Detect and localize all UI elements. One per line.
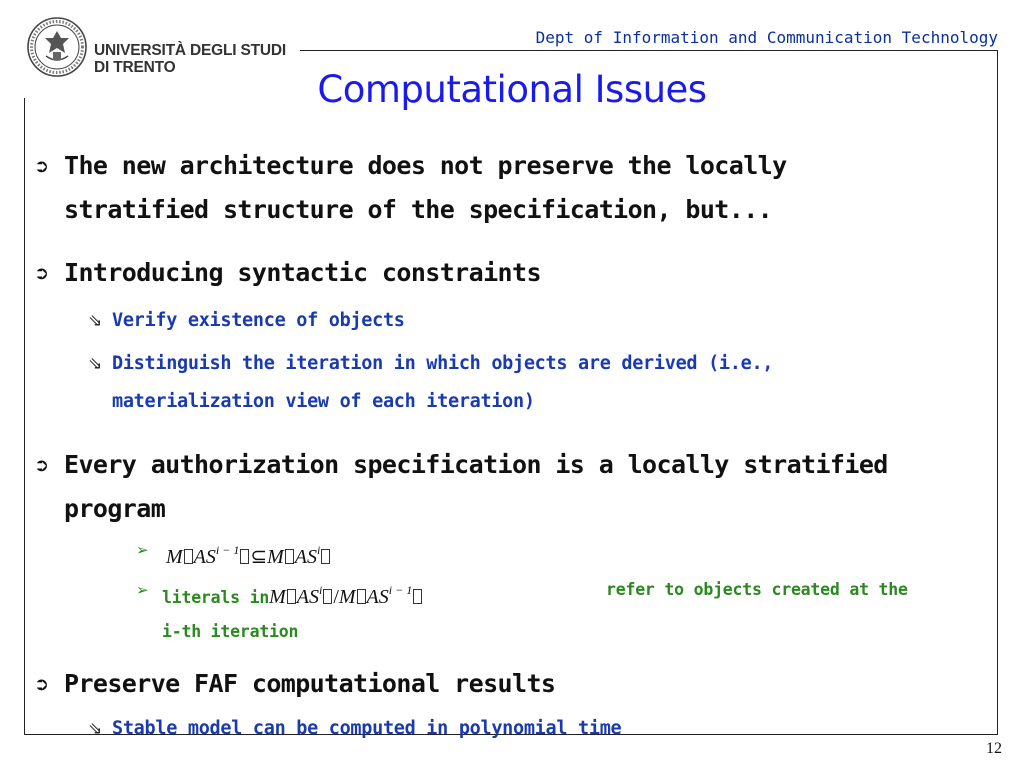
- formula-m: M: [338, 586, 356, 608]
- circled-arrow-icon: ➲: [34, 263, 49, 284]
- formula-superscript: i: [316, 543, 321, 557]
- missing-glyph: [285, 549, 294, 564]
- bullet-2-sub-1-text: Verify existence of objects: [112, 310, 405, 331]
- circled-arrow-icon: ➲: [34, 156, 49, 177]
- missing-glyph: [321, 549, 330, 564]
- bullet-1-line2: stratified structure of the specification, but...: [64, 195, 773, 224]
- university-name-line2: DI TRENTO: [94, 59, 176, 76]
- hollow-arrow-icon: ⇘: [88, 719, 102, 739]
- circled-arrow-icon: ➲: [34, 455, 49, 476]
- bullet-2-sub-1: [88, 302, 405, 340]
- literals-prefix: literals in: [162, 588, 270, 607]
- triangle-arrow-icon: ➢: [136, 581, 149, 599]
- bullet-4: [34, 662, 555, 706]
- formula-relation: ⊆: [250, 546, 268, 568]
- formula-m: M: [267, 546, 284, 568]
- circled-arrow-icon: ➲: [34, 674, 49, 695]
- formula-as: AS: [366, 586, 389, 608]
- formula-m: M: [269, 586, 286, 608]
- literals-suffix: refer to objects created at the: [606, 580, 908, 599]
- department-header: Dept of Information and Communication Technology: [535, 28, 998, 47]
- formula-superscript: i: [318, 583, 323, 597]
- formula-as: AS: [296, 586, 319, 608]
- missing-glyph: [287, 589, 296, 604]
- literals-line2: i-th iteration: [162, 622, 299, 641]
- missing-glyph: [240, 549, 249, 564]
- page-number: 12: [986, 740, 1002, 757]
- formula-as: AS: [193, 546, 216, 568]
- bullet-3-sub-2: [136, 573, 966, 649]
- header-rule: [300, 50, 998, 51]
- bullet-2-sub-2: [88, 345, 773, 421]
- missing-glyph: [413, 589, 422, 604]
- bullet-3-line1: Every authorization specification is a locally stratified: [64, 450, 888, 479]
- bullet-2-sub-2-line1: Distinguish the iteration in which objects are derived (i.e.,: [112, 353, 774, 374]
- bullet-4-sub-1-text: Stable model can be computed in polynomial time: [112, 718, 622, 739]
- missing-glyph: [323, 589, 332, 604]
- hollow-arrow-icon: ⇘: [88, 354, 102, 374]
- formula-m: M: [166, 546, 183, 568]
- bullet-4-line1: Preserve FAF computational results: [64, 669, 556, 698]
- slide-title: Computational Issues: [317, 68, 707, 111]
- frame-right-border: [997, 50, 998, 734]
- university-name-line1: UNIVERSITÀ DEGLI STUDI: [94, 42, 286, 59]
- missing-glyph: [184, 549, 193, 564]
- bullet-2-line1: Introducing syntactic constraints: [64, 258, 541, 287]
- formula-relation: /: [333, 586, 339, 608]
- bullet-3-sub-1: [136, 533, 331, 575]
- frame-left-border: [24, 98, 25, 734]
- bullet-1-line1: The new architecture does not preserve the locally: [64, 151, 787, 180]
- formula-superscript: i − 1: [388, 583, 413, 597]
- triangle-arrow-icon: ➢: [136, 541, 149, 559]
- formula-subset: [166, 543, 331, 568]
- bullet-1: [34, 144, 787, 232]
- bullet-4-sub-1: [88, 710, 621, 748]
- bullet-3-line2: program: [64, 494, 166, 523]
- missing-glyph: [357, 589, 366, 604]
- hollow-arrow-icon: ⇘: [88, 311, 102, 331]
- formula-superscript: i − 1: [215, 543, 240, 557]
- bullet-2-sub-2-line2: materialization view of each iteration): [112, 391, 535, 412]
- bullet-3: [34, 443, 888, 531]
- formula-as: AS: [294, 546, 317, 568]
- bullet-2: [34, 251, 541, 295]
- formula-set-difference: [269, 583, 423, 608]
